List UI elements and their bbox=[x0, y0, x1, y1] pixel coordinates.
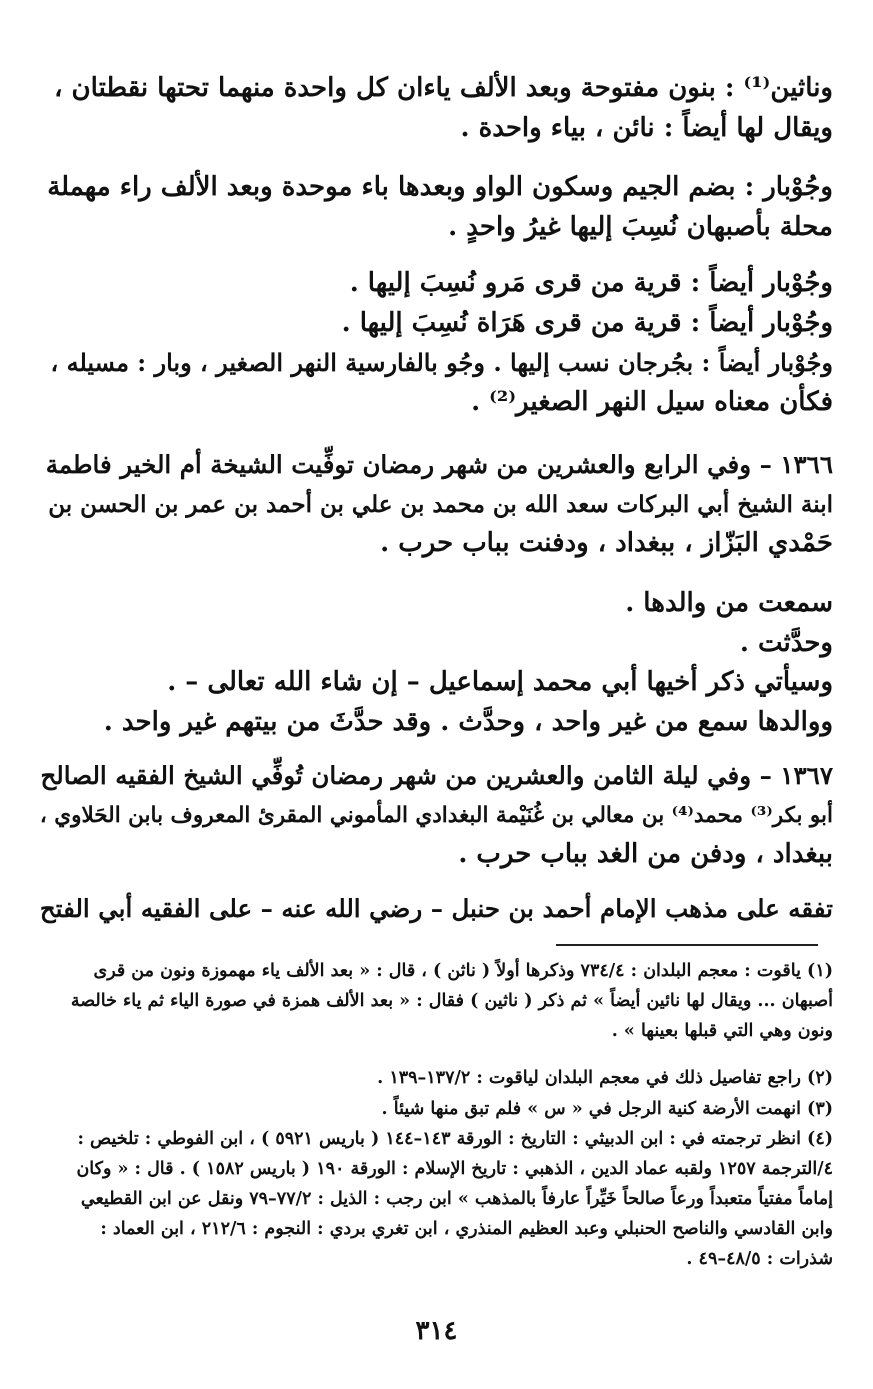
footnote-3 bbox=[40, 1094, 833, 1124]
footnote-1 bbox=[40, 956, 833, 1046]
paragraph-jubar-places bbox=[40, 264, 833, 422]
body-line: تفقه على مذهب الإمام أحمد بن حنبل – رضي الله عنه – على الفقيه أبي الفتح bbox=[39, 894, 833, 923]
body-line: محلة بأصبهان نُسِبَ إليها غيرُ واحدٍ . bbox=[448, 211, 833, 242]
body-line: وجُوْبار أيضاً : قرية من قرى هَرَاة نُسِبَ إليها . bbox=[341, 307, 833, 338]
body-line: ويقال لها أيضاً : نائن ، بياء واحدة . bbox=[460, 112, 833, 143]
footnote-line: ٤/الترجمة ١٢٥٧ ولقبه عماد الدين ، الذهبي : تاريخ الإسلام : الورقة ١٩٠ ( باريس ١٥٨٢ ) . قال : « وكان bbox=[76, 1159, 833, 1179]
footnote-separator bbox=[556, 944, 818, 946]
footnote-line: (١) ياقوت : معجم البلدان : ٧٣٤/٤ وذكرها أولاً ( ناثن ) ، قال : « بعد الألف ياء مهموزة ونون من قرى bbox=[93, 961, 833, 981]
footnote-line: شذرات : ٤٨/٥–٤٩ . bbox=[686, 1249, 833, 1269]
body-line: ابنة الشيخ أبي البركات سعد الله بن محمد بن علي بن أحمد بن عمر بن الحسن بن bbox=[48, 490, 833, 518]
body-line: وحدَّثت . bbox=[739, 627, 833, 658]
footnote-line: إماماً مفتياً متعبداً ورعاً صالحاً خَيِّراً عارفاً بالمذهب » ابن رجب : الذيل : ٧٧/٢–٧٩ ونقل عن ابن القطيعي bbox=[80, 1189, 833, 1209]
footnote-line: أصبهان ... ويقال لها نائين أيضاً » ثم ذكر ( ناثين ) فقال : « بعد الألف همزة في صورة الياء ثم ياء خالصة bbox=[70, 991, 833, 1011]
body-line: سمعت من والدها . bbox=[625, 588, 833, 618]
footnote-line: وابن القادسي والناصح الحنبلي وعبد العظيم المنذري ، ابن تغري بردي : النجوم : ٢١٢/٦ ، ابن العماد : bbox=[100, 1219, 833, 1239]
entry-1367 bbox=[40, 756, 833, 875]
footnote-4 bbox=[40, 1124, 833, 1274]
paragraph-jubar bbox=[40, 168, 833, 247]
body-line: وجُوْبار : بضم الجيم وسكون الواو وبعدها باء موحدة وبعد الألف راء مهملة bbox=[47, 172, 833, 202]
paragraph-nathin bbox=[40, 69, 833, 148]
body-line: وجُوْبار أيضاً : بجُرجان نسب إليها . وجُو بالفارسية النهر الصغير ، وبار : مسيله ، bbox=[50, 348, 833, 377]
body-line: ١٣٦٦ – وفي الرابع والعشرين من شهر رمضان توفِّيت الشيخة أم الخير فاطمة bbox=[45, 450, 833, 479]
body-line: وناثين⁽¹⁾ : بنون مفتوحة وبعد الألف ياءان كل واحدة منهما تحتها نقطتان ، bbox=[54, 73, 833, 103]
body-line: وسيأتي ذكر أخيها أبي محمد إسماعيل – إن شاء الله تعالى – . bbox=[167, 667, 833, 697]
footnote-line: ونون وهي التي قبلها بعينها » . bbox=[611, 1021, 833, 1041]
body-line: حَمْدي البَزّاز ، ببغداد ، ودفنت بباب حرب . bbox=[380, 528, 833, 558]
body-line: ووالدها سمع من غير واحد ، وحدَّث . وقد حدَّثَ من بيتهم غير واحد . bbox=[103, 706, 833, 737]
body-line: فكأن معناه سيل النهر الصغير⁽²⁾ . bbox=[471, 386, 833, 417]
body-line: أبو بكر⁽³⁾ محمد⁽⁴⁾ بن معالي بن غُنَيْمة البغدادي المأموني المقرئ المعروف بابن الحَلاوي ، bbox=[39, 802, 833, 828]
footnote-line: (٢) راجع تفاصيل ذلك في معجم البلدان لياقوت : ١٣٧/٢–١٣٩ . bbox=[377, 1068, 833, 1088]
entry-1366-details bbox=[40, 584, 833, 742]
entry-1366 bbox=[40, 445, 833, 564]
body-line: ١٣٦٧ – وفي ليلة الثامن والعشرين من شهر رمضان تُوفِّي الشيخ الفقيه الصالح bbox=[40, 761, 833, 790]
page-number: ٣١٤ bbox=[415, 1316, 458, 1346]
body-line: ببغداد ، ودفن من الغد بباب حرب . bbox=[458, 839, 833, 869]
footnote-2 bbox=[40, 1063, 833, 1093]
entry-1367-continued bbox=[40, 889, 833, 929]
footnote-line: (٤) انظر ترجمته في : ابن الدبيثي : التاريخ : الورقة ١٤٣–١٤٤ ( باريس ٥٩٢١ ) ، ابن الفوطي : تلخيص : bbox=[77, 1129, 833, 1149]
body-line: وجُوْبار أيضاً : قرية من قرى مَرو نُسِبَ إليها . bbox=[349, 268, 833, 298]
footnote-line: (٣) انهمت الأرضة كنية الرجل في « س » فلم تبق منها شيئاً . bbox=[381, 1099, 833, 1119]
